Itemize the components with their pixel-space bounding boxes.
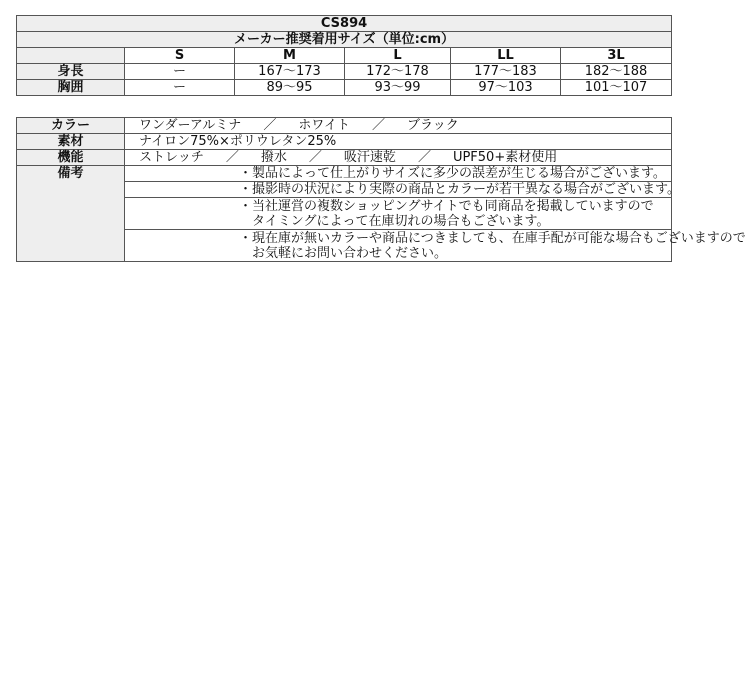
function-item-2: 撥水: [260, 150, 287, 165]
note-3-line-1: ・当社運営の複数ショッピングサイトでも同商品を掲載していますので: [239, 198, 654, 214]
size-header-ll: LL: [451, 48, 561, 64]
function-row: [17, 150, 672, 166]
size-table: [16, 15, 672, 96]
size-header-s: S: [125, 48, 235, 64]
material-value: ナイロン75%×ポリウレタン25%: [125, 134, 672, 150]
notes-row-1: [17, 166, 672, 182]
height-m: 167～173: [235, 64, 345, 80]
size-header-row: [17, 48, 672, 64]
function-value: [125, 150, 672, 166]
color-item-2: ホワイト: [298, 118, 350, 133]
height-ll: 177～183: [451, 64, 561, 80]
color-label: カラー: [17, 118, 125, 134]
material-row: [17, 134, 672, 150]
chest-ll: 97～103: [451, 80, 561, 96]
color-value: [125, 118, 672, 134]
size-header-blank: [17, 48, 125, 64]
function-item-3: 吸汗速乾: [343, 150, 396, 165]
height-l: 172～178: [345, 64, 451, 80]
function-separator-2: ／: [308, 150, 322, 165]
color-separator-1: ／: [263, 118, 277, 133]
note-item-2: [125, 182, 680, 198]
function-label: 機能: [17, 150, 125, 166]
height-row: [17, 64, 672, 80]
note-item-3: [125, 198, 672, 230]
size-header-l: L: [345, 48, 451, 64]
function-separator-1: ／: [225, 150, 239, 165]
note-3-line-2: タイミングによって在庫切れの場合もございます。: [239, 213, 550, 229]
note-4-line-1: ・現在庫が無いカラーや商品につきましても、在庫手配が可能な場合もございますので: [239, 230, 746, 246]
height-3l: 182～188: [561, 64, 672, 80]
chest-m: 89～95: [235, 80, 345, 96]
size-header-m: M: [235, 48, 345, 64]
chest-label: 胸囲: [17, 80, 125, 96]
note-1-line-1: ・製品によって仕上がりサイズに多少の誤差が生じる場合がございます。: [239, 166, 666, 181]
model-number: CS894: [17, 16, 672, 32]
notes-label: 備考: [17, 166, 125, 262]
note-item-1: [125, 166, 672, 182]
size-table-subtitle: メーカー推奨着用サイズ（単位:cm）: [17, 32, 672, 48]
note-2-line-1: ・撮影時の状況により実際の商品とカラーが若干異なる場合がございます。: [239, 182, 680, 197]
spec-table: [16, 117, 746, 262]
material-label: 素材: [17, 134, 125, 150]
note-4-line-2: お気軽にお問い合わせください。: [239, 245, 448, 261]
chest-l: 93～99: [345, 80, 451, 96]
height-s: ー: [125, 64, 235, 80]
color-item-1: ワンダーアルミナ: [139, 118, 242, 133]
color-separator-2: ／: [371, 118, 385, 133]
height-label: 身長: [17, 64, 125, 80]
color-item-3: ブラック: [406, 118, 459, 133]
chest-s: ー: [125, 80, 235, 96]
function-separator-3: ／: [417, 150, 431, 165]
chest-3l: 101～107: [561, 80, 672, 96]
function-item-1: ストレッチ: [139, 150, 204, 165]
note-item-4: [125, 230, 746, 262]
color-row: [17, 118, 672, 134]
chest-row: [17, 80, 672, 96]
function-item-4: UPF50+素材使用: [452, 150, 558, 165]
size-header-3l: 3L: [561, 48, 672, 64]
